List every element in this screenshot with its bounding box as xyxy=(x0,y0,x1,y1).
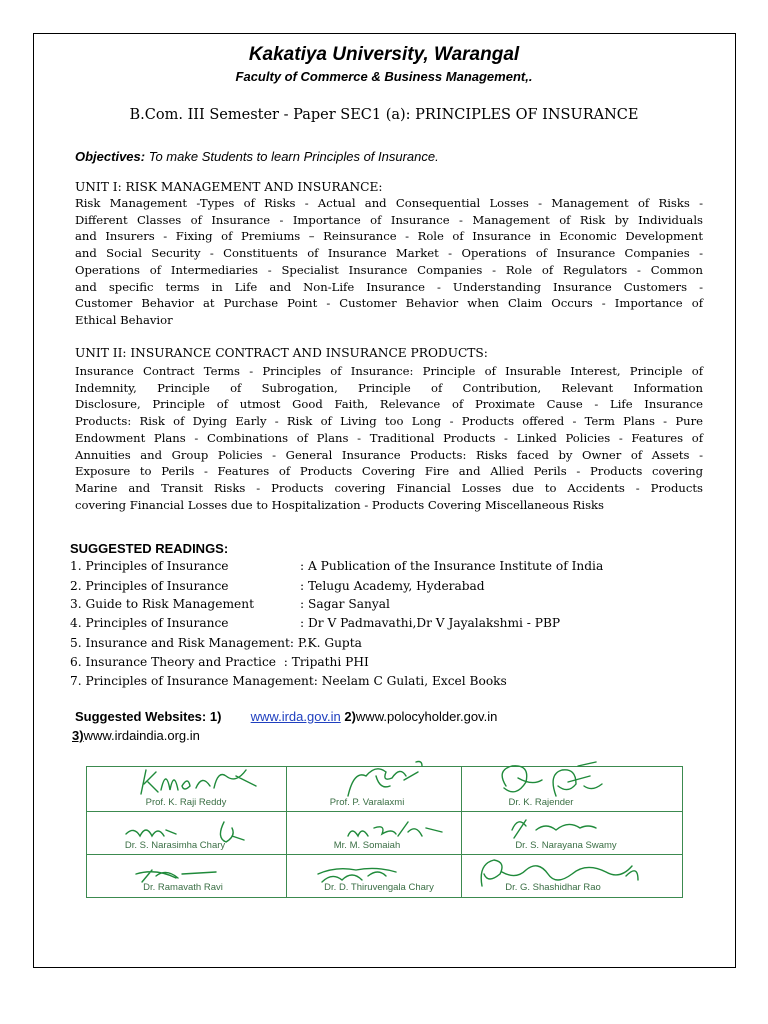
signatory-name: Mr. M. Somaiah xyxy=(333,840,401,851)
signature-ramavath-ravi xyxy=(136,870,216,882)
reading-item xyxy=(70,674,507,688)
websites-number-2: 2) xyxy=(344,709,356,724)
unit2-heading: UNIT II: INSURANCE CONTRACT AND INSURANCE PRODUCTS: xyxy=(75,346,488,360)
irda-link[interactable]: www.irda.gov.in xyxy=(250,709,341,724)
paper-title: B.Com. III Semester - Paper SEC1 (a): PRINCIPLES OF INSURANCE xyxy=(129,107,639,123)
website-3: www.irdaindia.org.in xyxy=(83,728,200,743)
reading-title: 4. Principles of Insurance xyxy=(70,616,229,630)
unit2-line: Indemnity, Principle of Subrogation, Principle of Contribution, Relevant Information xyxy=(75,380,703,395)
reading-title: 7. Principles of Insurance Management: xyxy=(70,674,318,688)
reading-source: : Sagar Sanyal xyxy=(300,597,390,611)
reading-item xyxy=(70,655,369,669)
faculty-subtitle: Faculty of Commerce & Business Management,. xyxy=(235,69,533,84)
suggested-websites-line2 xyxy=(72,728,200,743)
signature-varalaxmi xyxy=(348,762,422,797)
unit1-line: Operations of Intermediaries - Specialist Insurance Companies - Role of Regulators - Common xyxy=(75,262,703,277)
reading-item xyxy=(70,559,603,573)
reading-source: Neelam C Gulati, Excel Books xyxy=(317,674,507,688)
signature-somaiah xyxy=(348,822,442,836)
signatory-name: Prof. K. Raji Reddy xyxy=(145,797,227,808)
unit2-line: Marine and Transit Risks - Products covering Financial Losses due to Accidents - Products xyxy=(75,480,703,495)
reading-title: 6. Insurance Theory and Practice xyxy=(70,655,276,669)
reading-source: : Dr V Padmavathi,Dr V Jayalakshmi - PBP xyxy=(300,616,561,630)
unit2-body xyxy=(75,363,703,513)
websites-label: Suggested Websites: 1) xyxy=(75,709,222,724)
unit2-line: Annuities and Group Policies - General Insurance Products: Risks faced by Owner of Assets - xyxy=(75,447,703,462)
signature-rajender xyxy=(502,762,602,796)
unit1-line: and Social Security - Constituents of Insurance Market - Operations of Insurance Companies - xyxy=(75,246,703,261)
website-2: www.polocyholder.gov.in xyxy=(355,709,498,724)
reading-item xyxy=(70,597,390,611)
websites-number-3: 3) xyxy=(72,728,84,743)
unit2-line: Exposure to Perils - Features of Products Covering Fire and Allied Perils - Products covering xyxy=(75,464,703,479)
readings-heading: SUGGESTED READINGS: xyxy=(70,541,229,556)
unit1-heading: UNIT I: RISK MANAGEMENT AND INSURANCE: xyxy=(75,180,383,194)
signature-raji-reddy xyxy=(141,770,256,794)
unit1-body xyxy=(75,195,703,329)
unit2-line: covering Financial Losses due to Hospitalization - Products Covering Miscellaneous Risks xyxy=(75,497,604,512)
reading-title: 3. Guide to Risk Management xyxy=(70,597,254,611)
signatory-name: Dr. D. Thiruvengala Chary xyxy=(324,882,434,893)
reading-source: : Telugu Academy, Hyderabad xyxy=(300,579,485,593)
unit1-line: Different Classes of Insurance - Importance of Insurance - Management of Risk by Individuals xyxy=(75,212,703,227)
unit2-line: Insurance Contract Terms - Principles of Insurance: Principle of Insurable Interest, Principle of xyxy=(75,364,703,378)
reading-title: 2. Principles of Insurance xyxy=(70,579,229,593)
signatory-name: Dr. S. Narasimha Chary xyxy=(124,840,226,851)
unit2-line: Products: Risk of Dying Early - Risk of Living too Long - Products offered - Term Plans - Pure xyxy=(75,414,703,429)
unit1-line: and Insurers - Fixing of Premiums – Reinsurance - Role of Insurance in Economic Development xyxy=(75,229,703,244)
objectives-text: To make Students to learn Principles of Insurance. xyxy=(148,149,439,164)
signature-thiruvengala-chary xyxy=(318,868,396,882)
reading-item xyxy=(70,636,362,650)
unit2-line: Endowment Plans - Combinations of Plans - Traditional Products - Linked Policies - Features of xyxy=(75,430,703,445)
reading-item xyxy=(70,579,485,593)
reading-source: : A Publication of the Insurance Institute of India xyxy=(300,559,604,573)
objectives-label: Objectives: xyxy=(75,149,146,164)
university-title: Kakatiya University, Warangal xyxy=(248,44,520,65)
unit1-line: and specific terms in Life and Non-Life Insurance - Understanding Insurance Customers - xyxy=(75,279,703,294)
signatory-name: Dr. G. Shashidhar Rao xyxy=(505,882,601,893)
signatory-name: Dr. K. Rajender xyxy=(508,797,574,808)
reading-source: : Tripathi PHI xyxy=(275,655,369,669)
unit1-line: Risk Management -Types of Risks - Actual and Consequential Losses - Management of Risks - xyxy=(75,196,703,210)
suggested-websites xyxy=(75,709,497,724)
signature-narasimha-chary xyxy=(126,822,244,842)
reading-title: 1. Principles of Insurance xyxy=(70,559,229,573)
unit1-line: Customer Behavior at Purchase Point - Customer Behavior when Claim Occurs - Importance of xyxy=(75,296,703,311)
signatory-name: Dr. Ramavath Ravi xyxy=(143,882,223,893)
signatory-name: Prof. P. Varalaxmi xyxy=(329,797,405,808)
signatory-name: Dr. S. Narayana Swamy xyxy=(515,840,617,851)
reading-source: P.K. Gupta xyxy=(294,636,362,650)
signature-narayana-swamy xyxy=(512,820,596,838)
reading-item xyxy=(70,616,560,630)
objectives xyxy=(75,149,439,164)
unit1-line: Ethical Behavior xyxy=(75,312,173,327)
unit2-line: Disclosure, Principle of utmost Good Faith, Relevance of Proximate Cause - Life Insurance xyxy=(75,397,703,412)
reading-title: 5. Insurance and Risk Management: xyxy=(70,636,294,650)
